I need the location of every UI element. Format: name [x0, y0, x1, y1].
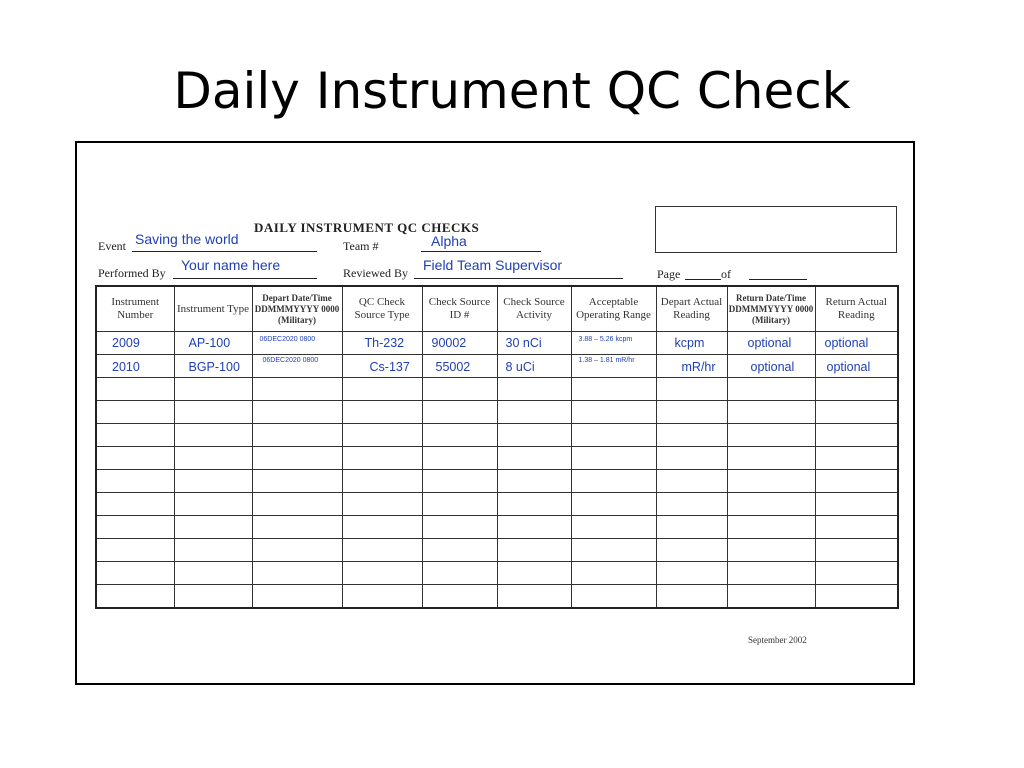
- team-underline: [421, 251, 541, 252]
- empty-cell[interactable]: [342, 562, 422, 585]
- return-datetime-cell[interactable]: optional: [727, 355, 815, 378]
- instrument-type-cell[interactable]: BGP-100: [174, 355, 252, 378]
- empty-cell[interactable]: [497, 585, 571, 609]
- empty-cell[interactable]: [815, 424, 898, 447]
- source-id-cell[interactable]: 55002: [422, 355, 497, 378]
- empty-cell[interactable]: [656, 562, 727, 585]
- empty-cell[interactable]: [422, 424, 497, 447]
- empty-cell[interactable]: [252, 401, 342, 424]
- empty-cell[interactable]: [815, 470, 898, 493]
- empty-cell[interactable]: [497, 562, 571, 585]
- empty-cell[interactable]: [422, 493, 497, 516]
- column-header: Depart Date/Time DDMMMYYYY 0000 (Military): [252, 286, 342, 332]
- empty-cell[interactable]: [497, 470, 571, 493]
- empty-cell[interactable]: [422, 470, 497, 493]
- empty-cell[interactable]: [96, 493, 174, 516]
- table-row: [96, 585, 898, 609]
- empty-cell[interactable]: [656, 539, 727, 562]
- source-type-cell[interactable]: Cs-137: [342, 355, 422, 378]
- empty-cell[interactable]: [815, 585, 898, 609]
- table-row: [96, 470, 898, 493]
- empty-cell[interactable]: [497, 516, 571, 539]
- empty-cell[interactable]: [656, 447, 727, 470]
- empty-cell[interactable]: [252, 470, 342, 493]
- depart-datetime-cell[interactable]: 06DEC2020 0800: [252, 355, 342, 378]
- empty-cell[interactable]: [422, 562, 497, 585]
- office-use-box: [655, 206, 897, 253]
- empty-cell[interactable]: [342, 516, 422, 539]
- event-field[interactable]: Saving the world: [135, 231, 239, 247]
- empty-cell[interactable]: [571, 539, 656, 562]
- empty-cell[interactable]: [174, 378, 252, 401]
- table-row: [96, 516, 898, 539]
- empty-cell[interactable]: [571, 470, 656, 493]
- performed-by-label: Performed By: [98, 266, 166, 280]
- event-label: Event: [98, 239, 126, 253]
- empty-cell[interactable]: [727, 378, 815, 401]
- empty-cell[interactable]: [96, 516, 174, 539]
- empty-cell[interactable]: [656, 378, 727, 401]
- empty-cell[interactable]: [815, 401, 898, 424]
- empty-cell[interactable]: [342, 401, 422, 424]
- return-datetime-cell[interactable]: optional: [727, 332, 815, 355]
- depart-reading-cell[interactable]: mR/hr: [656, 355, 727, 378]
- empty-cell[interactable]: [656, 424, 727, 447]
- empty-cell[interactable]: [252, 585, 342, 609]
- performed-by-field[interactable]: Your name here: [181, 257, 281, 273]
- empty-cell[interactable]: [174, 493, 252, 516]
- column-header: Return Date/Time DDMMMYYYY 0000 (Military): [727, 286, 815, 332]
- table-row: [96, 332, 898, 355]
- empty-cell[interactable]: [815, 562, 898, 585]
- empty-cell[interactable]: [422, 447, 497, 470]
- empty-cell[interactable]: [497, 493, 571, 516]
- source-id-cell[interactable]: 90002: [422, 332, 497, 355]
- empty-cell[interactable]: [96, 401, 174, 424]
- empty-cell[interactable]: [422, 516, 497, 539]
- of-label: of: [721, 267, 731, 281]
- operating-range-cell[interactable]: 3.88 – 5.26 kcpm: [571, 332, 656, 355]
- empty-cell[interactable]: [727, 470, 815, 493]
- empty-cell[interactable]: [174, 539, 252, 562]
- reviewed-by-label: Reviewed By: [343, 266, 408, 280]
- reviewed-by-underline: [414, 278, 623, 279]
- empty-cell[interactable]: [174, 470, 252, 493]
- table-row: [96, 539, 898, 562]
- source-activity-cell[interactable]: 8 uCi: [497, 355, 571, 378]
- empty-cell[interactable]: [96, 378, 174, 401]
- empty-cell[interactable]: [815, 493, 898, 516]
- empty-cell[interactable]: [656, 401, 727, 424]
- table-row: [96, 562, 898, 585]
- empty-cell[interactable]: [571, 562, 656, 585]
- table-row: [96, 378, 898, 401]
- empty-cell[interactable]: [422, 378, 497, 401]
- empty-cell[interactable]: [727, 585, 815, 609]
- table-row: [96, 447, 898, 470]
- empty-cell[interactable]: [727, 401, 815, 424]
- instrument-number-cell[interactable]: 2010: [96, 355, 174, 378]
- empty-cell[interactable]: [252, 493, 342, 516]
- instrument-number-cell[interactable]: 2009: [96, 332, 174, 355]
- empty-cell[interactable]: [727, 447, 815, 470]
- page-number-field[interactable]: [685, 279, 721, 280]
- empty-cell[interactable]: [342, 585, 422, 609]
- empty-cell[interactable]: [342, 470, 422, 493]
- empty-cell[interactable]: [252, 447, 342, 470]
- column-header: Acceptable Operating Range: [571, 286, 656, 332]
- table-row: [96, 493, 898, 516]
- empty-cell[interactable]: [96, 562, 174, 585]
- empty-cell[interactable]: [571, 516, 656, 539]
- empty-cell[interactable]: [571, 585, 656, 609]
- empty-cell[interactable]: [497, 378, 571, 401]
- empty-cell[interactable]: [252, 539, 342, 562]
- qc-table: [95, 285, 899, 609]
- empty-cell[interactable]: [656, 516, 727, 539]
- empty-cell[interactable]: [497, 447, 571, 470]
- empty-cell[interactable]: [96, 585, 174, 609]
- empty-cell[interactable]: [727, 516, 815, 539]
- table-header-row: [96, 286, 898, 332]
- empty-cell[interactable]: [656, 585, 727, 609]
- empty-cell[interactable]: [422, 401, 497, 424]
- column-header: Instrument Number: [96, 286, 174, 332]
- empty-cell[interactable]: [342, 378, 422, 401]
- empty-cell[interactable]: [815, 447, 898, 470]
- empty-cell[interactable]: [252, 378, 342, 401]
- table-row: [96, 401, 898, 424]
- column-header: QC Check Source Type: [342, 286, 422, 332]
- instrument-type-cell[interactable]: AP-100: [174, 332, 252, 355]
- page-total-field[interactable]: [749, 279, 807, 280]
- empty-cell[interactable]: [656, 470, 727, 493]
- empty-cell[interactable]: [727, 539, 815, 562]
- team-field[interactable]: Alpha: [431, 233, 467, 249]
- empty-cell[interactable]: [96, 470, 174, 493]
- operating-range-cell[interactable]: 1.38 – 1.81 mR/hr: [571, 355, 656, 378]
- empty-cell[interactable]: [174, 562, 252, 585]
- return-reading-cell[interactable]: optional: [815, 355, 898, 378]
- empty-cell[interactable]: [571, 424, 656, 447]
- column-header: Check Source ID #: [422, 286, 497, 332]
- page-label: Page: [657, 267, 681, 281]
- form-title: DAILY INSTRUMENT QC CHECKS: [254, 220, 480, 235]
- depart-datetime-cell[interactable]: 06DEC2020 0800: [252, 332, 342, 355]
- column-header: Return Actual Reading: [815, 286, 898, 332]
- slide-title: Daily Instrument QC Check: [173, 62, 851, 120]
- empty-cell[interactable]: [727, 493, 815, 516]
- source-activity-cell[interactable]: 30 nCi: [497, 332, 571, 355]
- empty-cell[interactable]: [174, 585, 252, 609]
- empty-cell[interactable]: [96, 447, 174, 470]
- empty-cell[interactable]: [252, 562, 342, 585]
- empty-cell[interactable]: [815, 539, 898, 562]
- table-row: [96, 424, 898, 447]
- reviewed-by-field[interactable]: Field Team Supervisor: [423, 257, 563, 273]
- event-underline: [132, 251, 317, 252]
- empty-cell[interactable]: [815, 516, 898, 539]
- empty-cell[interactable]: [656, 493, 727, 516]
- empty-cell[interactable]: [422, 539, 497, 562]
- table-row: [96, 355, 898, 378]
- empty-cell[interactable]: [342, 493, 422, 516]
- empty-cell[interactable]: [342, 424, 422, 447]
- source-type-cell[interactable]: Th-232: [342, 332, 422, 355]
- empty-cell[interactable]: [815, 378, 898, 401]
- empty-cell[interactable]: [174, 447, 252, 470]
- empty-cell[interactable]: [571, 401, 656, 424]
- empty-cell[interactable]: [497, 401, 571, 424]
- revision-date: September 2002: [748, 635, 807, 645]
- empty-cell[interactable]: [252, 516, 342, 539]
- empty-cell[interactable]: [727, 562, 815, 585]
- depart-reading-cell[interactable]: kcpm: [656, 332, 727, 355]
- performed-by-underline: [173, 278, 317, 279]
- column-header: Check Source Activity: [497, 286, 571, 332]
- empty-cell[interactable]: [342, 447, 422, 470]
- return-reading-cell[interactable]: optional: [815, 332, 898, 355]
- empty-cell[interactable]: [174, 424, 252, 447]
- empty-cell[interactable]: [174, 401, 252, 424]
- empty-cell[interactable]: [342, 539, 422, 562]
- empty-cell[interactable]: [422, 585, 497, 609]
- empty-cell[interactable]: [497, 539, 571, 562]
- empty-cell[interactable]: [96, 424, 174, 447]
- empty-cell[interactable]: [727, 424, 815, 447]
- column-header: Depart Actual Reading: [656, 286, 727, 332]
- empty-cell[interactable]: [571, 493, 656, 516]
- column-header: Instrument Type: [174, 286, 252, 332]
- empty-cell[interactable]: [174, 516, 252, 539]
- empty-cell[interactable]: [252, 424, 342, 447]
- team-label: Team #: [343, 239, 379, 253]
- empty-cell[interactable]: [497, 424, 571, 447]
- empty-cell[interactable]: [571, 378, 656, 401]
- empty-cell[interactable]: [96, 539, 174, 562]
- empty-cell[interactable]: [571, 447, 656, 470]
